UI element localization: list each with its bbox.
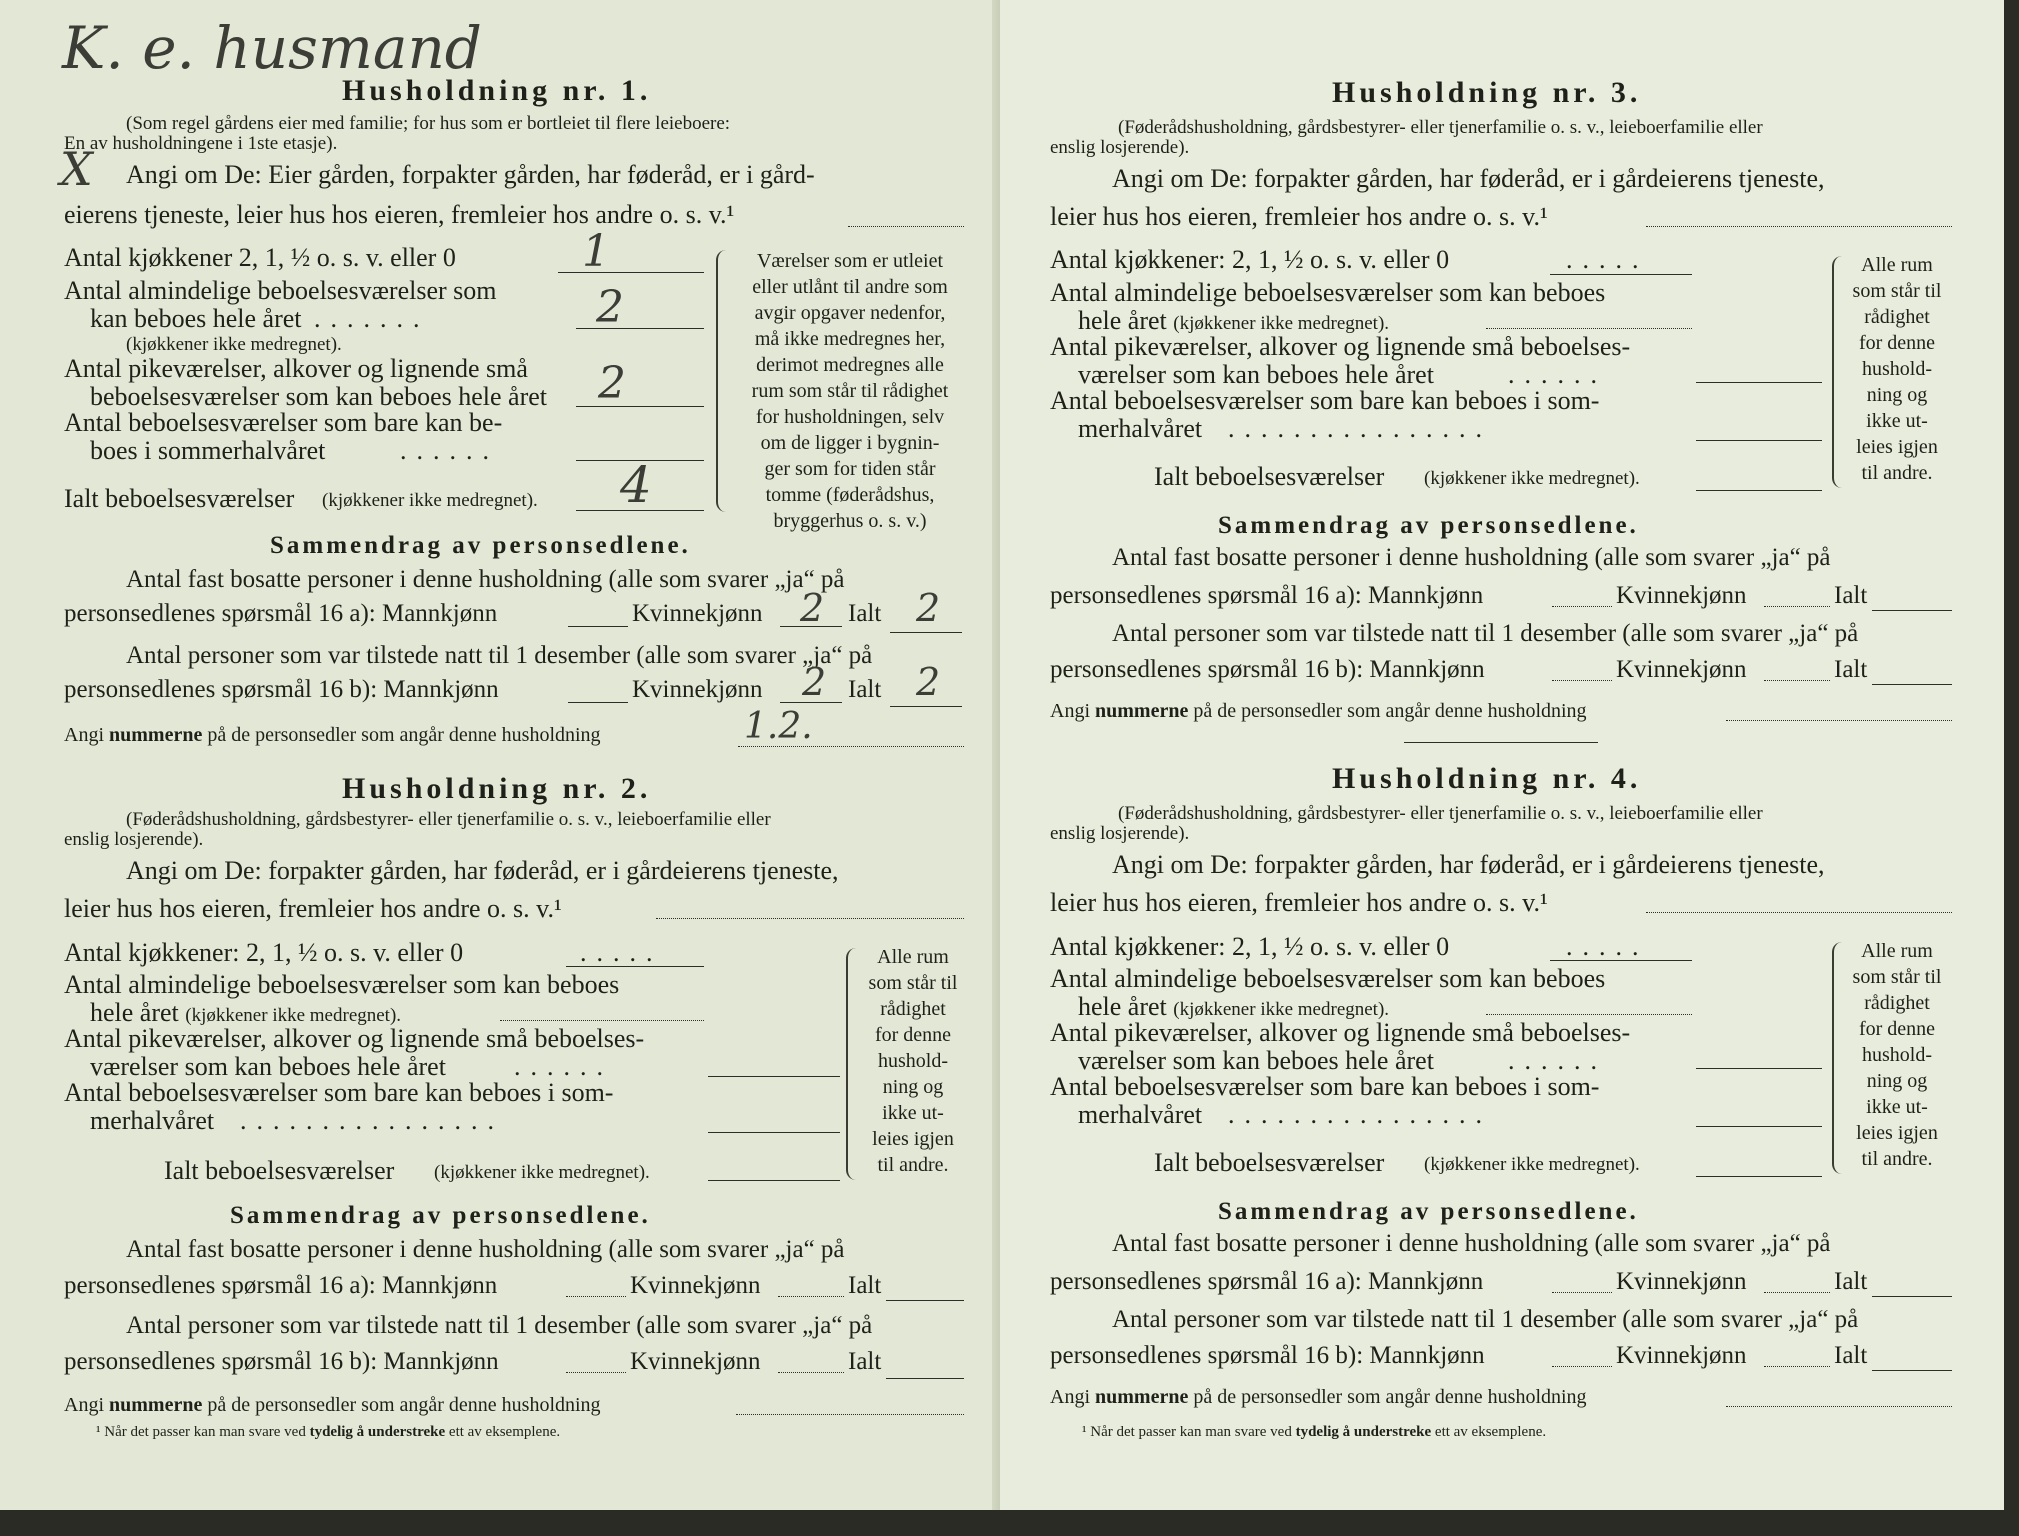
side-note-line: ikke ut- — [882, 1102, 944, 1124]
side-note-line: rådighet — [880, 998, 946, 1020]
household-1-present-total-field[interactable] — [890, 706, 962, 707]
footnote-bold: tydelig å understreke — [1295, 1424, 1432, 1440]
side-note-line: for husholdningen, selv — [755, 406, 945, 428]
household-1-kitchens-label: Antal kjøkkener 2, 1, ½ o. s. v. eller 0 — [64, 243, 456, 272]
household-3-numbers-label — [1050, 700, 1587, 723]
household-2-resident-male-field[interactable] — [566, 1296, 626, 1297]
dot-leader: ...... — [1508, 1046, 1607, 1075]
household-2-present-line1: Antal personer som var tilstede natt til 1 desember (alle som svarer „ja“ på — [126, 1312, 873, 1339]
side-note-line: leies igjen — [872, 1128, 954, 1150]
rooms-label-note: (kjøkkener ikke medregnet). — [1173, 313, 1390, 334]
household-2-numbers-field[interactable] — [736, 1414, 964, 1415]
household-1-kitchens-value: 1 — [582, 226, 610, 277]
household-3-summer-rooms-field[interactable] — [1696, 440, 1822, 441]
household-1-total-field[interactable] — [576, 510, 704, 511]
household-2-rooms-field[interactable] — [500, 1020, 704, 1021]
household-3-numbers-field[interactable] — [1726, 720, 1952, 721]
household-4-angi-field[interactable] — [1646, 912, 1952, 913]
household-4-rooms-field[interactable] — [1486, 1014, 1692, 1015]
household-3-angi-field[interactable] — [1646, 226, 1952, 227]
household-1-rooms-field[interactable] — [576, 328, 704, 329]
household-1-resident-total-field[interactable] — [890, 632, 962, 633]
side-note-line: for denne — [1858, 332, 1936, 354]
household-4-total-note: (kjøkkener ikke medregnet). — [1424, 1154, 1640, 1175]
rooms-label-note: (kjøkkener ikke medregnet). — [185, 1005, 402, 1026]
total-label: Ialt — [1834, 656, 1868, 683]
side-note-line: for denne — [874, 1024, 952, 1046]
footnote-bold: tydelig å understreke — [309, 1424, 446, 1440]
numbers-label-bold: nummerne — [109, 1394, 203, 1416]
side-note-line: ger som for tiden står — [764, 458, 936, 480]
household-1-total-value: 4 — [620, 456, 652, 514]
total-label: Ialt — [1834, 1342, 1868, 1369]
household-4-summary-title: Sammendrag av personsedlene. — [1218, 1198, 1639, 1225]
side-note-line: som står til — [1852, 966, 1942, 988]
household-3-resident-line1: Antal fast bosatte personer i denne husholdning (alle som svarer „ja“ på — [1112, 544, 1831, 571]
household-2-maid-rooms-label2: værelser som kan beboes hele året — [90, 1052, 446, 1081]
household-3-maid-rooms-label2: værelser som kan beboes hele året — [1078, 360, 1434, 389]
numbers-label-bold: nummerne — [1095, 700, 1189, 722]
side-note-line: eller utlånt til andre som — [752, 276, 948, 298]
household-1-present-female-field[interactable] — [780, 702, 842, 703]
handwritten-mark: X — [60, 142, 93, 196]
household-3-present-line1: Antal personer som var tilstede natt til 1 desember (alle som svarer „ja“ på — [1112, 620, 1859, 647]
dot-leader: ................ — [1228, 414, 1492, 443]
household-1-note-line2: En av husholdningene i 1ste etasje). — [64, 133, 338, 154]
household-2-kitchens-field[interactable] — [566, 966, 704, 967]
side-note-line: må ikke medregnes her, — [754, 328, 946, 350]
female-label: Kvinnekjønn — [1616, 582, 1747, 609]
household-1-maid-rooms-label2: beboelsesværelser som kan beboes hele året — [90, 382, 548, 411]
numbers-label-text: Angi — [1050, 700, 1090, 722]
side-note-line: til andre. — [877, 1154, 949, 1176]
household-4-present-female-field[interactable] — [1764, 1366, 1830, 1367]
household-1-note-line1: (Som regel gårdens eier med familie; for hus som er bortleiet til flere leieboere: — [126, 113, 731, 134]
household-1-angi-field[interactable] — [848, 226, 964, 227]
side-note-line: ning og — [1866, 1070, 1928, 1092]
household-1-resident-total-value: 2 — [916, 586, 941, 630]
household-4-maid-rooms-label2: værelser som kan beboes hele året — [1078, 1046, 1434, 1075]
household-2-resident-total-field[interactable] — [886, 1300, 964, 1301]
dot-leader: ..... — [580, 938, 663, 967]
household-3-kitchens-label: Antal kjøkkener: 2, 1, ½ o. s. v. eller 0 — [1050, 245, 1450, 274]
household-4-summer-rooms-field[interactable] — [1696, 1126, 1822, 1127]
female-label: Kvinnekjønn — [630, 1272, 761, 1299]
household-1-side-note — [730, 248, 970, 534]
household-1-total-label: Ialt beboelsesværelser — [64, 484, 295, 513]
side-note-line: ikke ut- — [1866, 410, 1928, 432]
footnote-text: ¹ Når det passer kan man svare ved — [1082, 1424, 1292, 1440]
household-2-summer-rooms-label1: Antal beboelsesværelser som bare kan beboes i som- — [64, 1078, 614, 1107]
household-4-present-male-field[interactable] — [1552, 1366, 1612, 1367]
side-note-line: som står til — [868, 972, 958, 994]
rooms-label-text: hele året — [1078, 306, 1167, 335]
numbers-label-text: på de personsedler som angår denne husholdning — [1193, 700, 1587, 722]
household-4-resident-male-field[interactable] — [1552, 1292, 1612, 1293]
household-4-resident-total-field[interactable] — [1872, 1296, 1952, 1297]
household-1-numbers-label — [64, 724, 601, 747]
household-3-total-field[interactable] — [1696, 490, 1822, 491]
household-1-summer-rooms-label1: Antal beboelsesværelser som bare kan be- — [64, 408, 503, 437]
household-1-kitchens-field[interactable] — [558, 272, 704, 273]
total-label: Ialt — [848, 1272, 882, 1299]
household-1-rooms-label1: Antal almindelige beboelsesværelser som — [64, 276, 497, 305]
female-label: Kvinnekjønn — [1616, 1268, 1747, 1295]
side-note-line: ning og — [1866, 384, 1928, 406]
dot-leader: ...... — [514, 1052, 613, 1081]
rooms-label-text: hele året — [90, 998, 179, 1027]
household-4-maid-rooms-label1: Antal pikeværelser, alkover og lignende små beboelses- — [1050, 1018, 1631, 1047]
numbers-label-text: på de personsedler som angår denne husholdning — [207, 1394, 601, 1416]
household-1-present-male-field[interactable] — [568, 702, 628, 703]
numbers-label-bold: nummerne — [109, 724, 203, 746]
household-1-numbers-value: 1.2. — [744, 706, 813, 747]
household-3-maid-rooms-field[interactable] — [1696, 382, 1822, 383]
household-1-angi-line2: eierens tjeneste, leier hus hos eieren, fremleier hos andre o. s. v.¹ — [64, 200, 735, 229]
household-1-maid-rooms-label1: Antal pikeværelser, alkover og lignende små — [64, 354, 528, 383]
household-2-angi-line2: leier hus hos eieren, fremleier hos andre o. s. v.¹ — [64, 894, 562, 923]
dot-leader: ..... — [1566, 245, 1649, 274]
numbers-label-bold: nummerne — [1095, 1386, 1189, 1408]
scan-edge-right — [2004, 0, 2019, 1536]
footnote — [96, 1424, 560, 1441]
household-4-note-line1: (Føderådshusholdning, gårdsbestyrer- eller tjenerfamilie o. s. v., leieboerfamilie eller — [1118, 803, 1763, 824]
section-divider — [1404, 742, 1598, 743]
dot-leader: ................ — [1228, 1100, 1492, 1129]
household-1-resident-line1: Antal fast bosatte personer i denne husholdning (alle som svarer „ja“ på — [126, 566, 845, 593]
household-3-maid-rooms-label1: Antal pikeværelser, alkover og lignende små beboelses- — [1050, 332, 1631, 361]
household-3-present-male-field[interactable] — [1552, 680, 1612, 681]
side-note-line: Alle rum — [1861, 254, 1933, 276]
household-2-present-line2: personsedlenes spørsmål 16 b): Mannkjønn — [64, 1348, 499, 1375]
female-label: Kvinnekjønn — [1616, 656, 1747, 683]
household-2-present-total-field[interactable] — [886, 1378, 964, 1379]
household-3-present-line2: personsedlenes spørsmål 16 b): Mannkjønn — [1050, 656, 1485, 683]
household-1-rooms-label3: (kjøkkener ikke medregnet). — [126, 334, 342, 355]
household-1-resident-line2: personsedlenes spørsmål 16 a): Mannkjønn — [64, 600, 498, 627]
household-1-total-note: (kjøkkener ikke medregnet). — [322, 490, 538, 511]
household-4-kitchens-field[interactable] — [1550, 960, 1692, 961]
household-4-summer-rooms-label1: Antal beboelsesværelser som bare kan beboes i som- — [1050, 1072, 1600, 1101]
numbers-label-text: Angi — [64, 1394, 104, 1416]
household-4-note-line2: enslig losjerende). — [1050, 823, 1190, 844]
household-4-maid-rooms-field[interactable] — [1696, 1068, 1822, 1069]
household-4-present-line1: Antal personer som var tilstede natt til 1 desember (alle som svarer „ja“ på — [1112, 1306, 1859, 1333]
household-3-rooms-field[interactable] — [1486, 328, 1692, 329]
dot-leader: ....... — [314, 304, 430, 333]
household-4-total-label: Ialt beboelsesværelser — [1154, 1148, 1385, 1177]
household-2-summary-title: Sammendrag av personsedlene. — [230, 1202, 651, 1229]
side-note-line: derimot medregnes alle — [756, 354, 944, 376]
household-4-present-line2: personsedlenes spørsmål 16 b): Mannkjønn — [1050, 1342, 1485, 1369]
side-note-line: bryggerhus o. s. v.) — [773, 510, 927, 532]
female-label: Kvinnekjønn — [630, 1348, 761, 1375]
household-2-total-note: (kjøkkener ikke medregnet). — [434, 1162, 650, 1183]
household-4-side-note — [1842, 938, 1952, 1172]
section-title-household-2: Husholdning nr. 2. — [342, 772, 652, 805]
household-4-numbers-field[interactable] — [1726, 1406, 1952, 1407]
numbers-label-text: Angi — [64, 724, 104, 746]
household-3-resident-total-field[interactable] — [1872, 610, 1952, 611]
household-2-present-female-field[interactable] — [778, 1372, 844, 1373]
household-4-total-field[interactable] — [1696, 1176, 1822, 1177]
right-page — [1000, 0, 2019, 1536]
handwritten-annotation: K. e. husmand — [62, 14, 482, 82]
side-note-line: hushold- — [1862, 358, 1932, 380]
household-4-numbers-label — [1050, 1386, 1587, 1409]
side-note-line: for denne — [1858, 1018, 1936, 1040]
total-label: Ialt — [1834, 582, 1868, 609]
household-2-resident-line1: Antal fast bosatte personer i denne husholdning (alle som svarer „ja“ på — [126, 1236, 845, 1263]
household-3-present-female-field[interactable] — [1764, 680, 1830, 681]
side-note-line: Værelser som er utleiet — [756, 250, 944, 272]
total-label: Ialt — [848, 676, 882, 703]
household-1-rooms-value: 2 — [596, 282, 624, 333]
household-1-resident-male-field[interactable] — [568, 626, 628, 627]
total-label: Ialt — [848, 1348, 882, 1375]
household-1-rooms-label2: kan beboes hele året — [90, 304, 302, 333]
dot-leader: ...... — [1508, 360, 1607, 389]
household-2-rooms-label1: Antal almindelige beboelsesværelser som kan beboes — [64, 970, 620, 999]
side-note-line: avgir opgaver nedenfor, — [754, 302, 946, 324]
household-1-present-line1: Antal personer som var tilstede natt til 1 desember (alle som svarer „ja“ på — [126, 642, 873, 669]
side-note-line: hushold- — [878, 1050, 948, 1072]
household-2-note-line2: enslig losjerende). — [64, 829, 204, 850]
household-4-angi-line1: Angi om De: forpakter gården, har føderåd, er i gårdeierens tjeneste, — [1112, 850, 1825, 879]
household-2-numbers-label — [64, 1394, 601, 1417]
household-3-angi-line1: Angi om De: forpakter gården, har føderåd, er i gårdeierens tjeneste, — [1112, 164, 1825, 193]
side-note-line: hushold- — [1862, 1044, 1932, 1066]
household-4-angi-line2: leier hus hos eieren, fremleier hos andre o. s. v.¹ — [1050, 888, 1548, 917]
household-4-summer-rooms-label2: merhalvåret — [1078, 1100, 1203, 1129]
side-note-line: til andre. — [1861, 462, 1933, 484]
household-3-total-label: Ialt beboelsesværelser — [1154, 462, 1385, 491]
dot-leader: ...... — [400, 436, 499, 465]
female-label: Kvinnekjønn — [632, 676, 763, 703]
side-note-line: tomme (føderådshus, — [765, 484, 935, 506]
household-3-side-note — [1842, 252, 1952, 486]
household-1-present-line2: personsedlenes spørsmål 16 b): Mannkjønn — [64, 676, 499, 703]
numbers-label-text: på de personsedler som angår denne husholdning — [207, 724, 601, 746]
household-1-summary-title: Sammendrag av personsedlene. — [270, 532, 691, 559]
household-3-resident-male-field[interactable] — [1552, 606, 1612, 607]
household-1-resident-female-value: 2 — [800, 586, 825, 630]
household-3-angi-line2: leier hus hos eieren, fremleier hos andre o. s. v.¹ — [1050, 202, 1548, 231]
total-label: Ialt — [848, 600, 882, 627]
household-1-present-female-value: 2 — [802, 660, 827, 704]
household-3-present-total-field[interactable] — [1872, 684, 1952, 685]
household-2-present-male-field[interactable] — [566, 1372, 626, 1373]
footnote-text: ¹ Når det passer kan man svare ved — [96, 1424, 306, 1440]
side-note-line: rådighet — [1864, 992, 1930, 1014]
household-4-resident-line1: Antal fast bosatte personer i denne husholdning (alle som svarer „ja“ på — [1112, 1230, 1831, 1257]
section-title-household-4: Husholdning nr. 4. — [1332, 762, 1642, 795]
household-3-resident-line2: personsedlenes spørsmål 16 a): Mannkjønn — [1050, 582, 1484, 609]
household-2-summer-rooms-field[interactable] — [708, 1132, 840, 1133]
side-note-line: om de ligger i bygnin- — [760, 432, 940, 454]
household-1-resident-female-field[interactable] — [780, 626, 842, 627]
household-1-present-total-value: 2 — [916, 660, 941, 704]
household-3-note-line1: (Føderådshusholdning, gårdsbestyrer- eller tjenerfamilie o. s. v., leieboerfamilie eller — [1118, 117, 1763, 138]
household-2-angi-line1: Angi om De: forpakter gården, har føderåd, er i gårdeierens tjeneste, — [126, 856, 839, 885]
household-3-total-note: (kjøkkener ikke medregnet). — [1424, 468, 1640, 489]
household-2-maid-rooms-label1: Antal pikeværelser, alkover og lignende små beboelses- — [64, 1024, 645, 1053]
household-2-note-line1: (Føderådshusholdning, gårdsbestyrer- eller tjenerfamilie o. s. v., leieboerfamilie eller — [126, 809, 771, 830]
household-4-kitchens-label: Antal kjøkkener: 2, 1, ½ o. s. v. eller 0 — [1050, 932, 1450, 961]
household-1-maid-rooms-field[interactable] — [576, 406, 704, 407]
section-title-household-3: Husholdning nr. 3. — [1332, 76, 1642, 109]
rooms-label-text: hele året — [1078, 992, 1167, 1021]
household-2-summer-rooms-label2: merhalvåret — [90, 1106, 215, 1135]
side-note-line: til andre. — [1861, 1148, 1933, 1170]
household-2-total-label: Ialt beboelsesværelser — [164, 1156, 395, 1185]
side-note-line: leies igjen — [1856, 436, 1938, 458]
household-4-rooms-label1: Antal almindelige beboelsesværelser som kan beboes — [1050, 964, 1606, 993]
female-label: Kvinnekjønn — [1616, 1342, 1747, 1369]
footnote — [1082, 1424, 1546, 1441]
side-note-line: som står til — [1852, 280, 1942, 302]
side-note-line: rådighet — [1864, 306, 1930, 328]
footnote-text: ett av eksemplene. — [1434, 1424, 1547, 1440]
rooms-label-note: (kjøkkener ikke medregnet). — [1173, 999, 1390, 1020]
female-label: Kvinnekjønn — [632, 600, 763, 627]
left-page — [0, 0, 1000, 1536]
household-1-summer-rooms-label2: boes i sommerhalvåret — [90, 436, 326, 465]
household-2-resident-line2: personsedlenes spørsmål 16 a): Mannkjønn — [64, 1272, 498, 1299]
household-2-side-note — [858, 944, 968, 1178]
side-note-line: rum som står til rådighet — [751, 380, 949, 402]
household-2-resident-female-field[interactable] — [778, 1296, 844, 1297]
household-3-kitchens-field[interactable] — [1550, 274, 1692, 275]
household-4-present-total-field[interactable] — [1872, 1370, 1952, 1371]
household-3-summer-rooms-label1: Antal beboelsesværelser som bare kan beboes i som- — [1050, 386, 1600, 415]
household-3-resident-female-field[interactable] — [1764, 606, 1830, 607]
household-1-maid-rooms-value: 2 — [598, 358, 626, 409]
brace — [716, 250, 730, 512]
household-2-total-field[interactable] — [708, 1180, 840, 1181]
total-label: Ialt — [1834, 1268, 1868, 1295]
side-note-line: leies igjen — [1856, 1122, 1938, 1144]
household-4-resident-female-field[interactable] — [1764, 1292, 1830, 1293]
household-2-angi-field[interactable] — [656, 918, 964, 919]
household-1-numbers-field[interactable] — [738, 746, 964, 747]
household-3-rooms-label1: Antal almindelige beboelsesværelser som kan beboes — [1050, 278, 1606, 307]
side-note-line: ning og — [882, 1076, 944, 1098]
footnote-text: ett av eksemplene. — [448, 1424, 561, 1440]
dot-leader: ................ — [240, 1106, 504, 1135]
household-2-kitchens-label: Antal kjøkkener: 2, 1, ½ o. s. v. eller 0 — [64, 938, 464, 967]
household-3-summary-title: Sammendrag av personsedlene. — [1218, 512, 1639, 539]
household-3-summer-rooms-label2: merhalvåret — [1078, 414, 1203, 443]
section-title-household-1: Husholdning nr. 1. — [342, 74, 652, 107]
dot-leader: ..... — [1566, 932, 1649, 961]
scan-edge-bottom — [0, 1510, 2019, 1536]
numbers-label-text: Angi — [1050, 1386, 1090, 1408]
household-1-angi-line1: Angi om De: Eier gården, forpakter gården, har føderåd, er i gård- — [126, 160, 815, 189]
household-2-maid-rooms-field[interactable] — [708, 1076, 840, 1077]
household-3-note-line2: enslig losjerende). — [1050, 137, 1190, 158]
side-note-line: ikke ut- — [1866, 1096, 1928, 1118]
household-4-resident-line2: personsedlenes spørsmål 16 a): Mannkjønn — [1050, 1268, 1484, 1295]
side-note-line: Alle rum — [877, 946, 949, 968]
side-note-line: Alle rum — [1861, 940, 1933, 962]
numbers-label-text: på de personsedler som angår denne husholdning — [1193, 1386, 1587, 1408]
